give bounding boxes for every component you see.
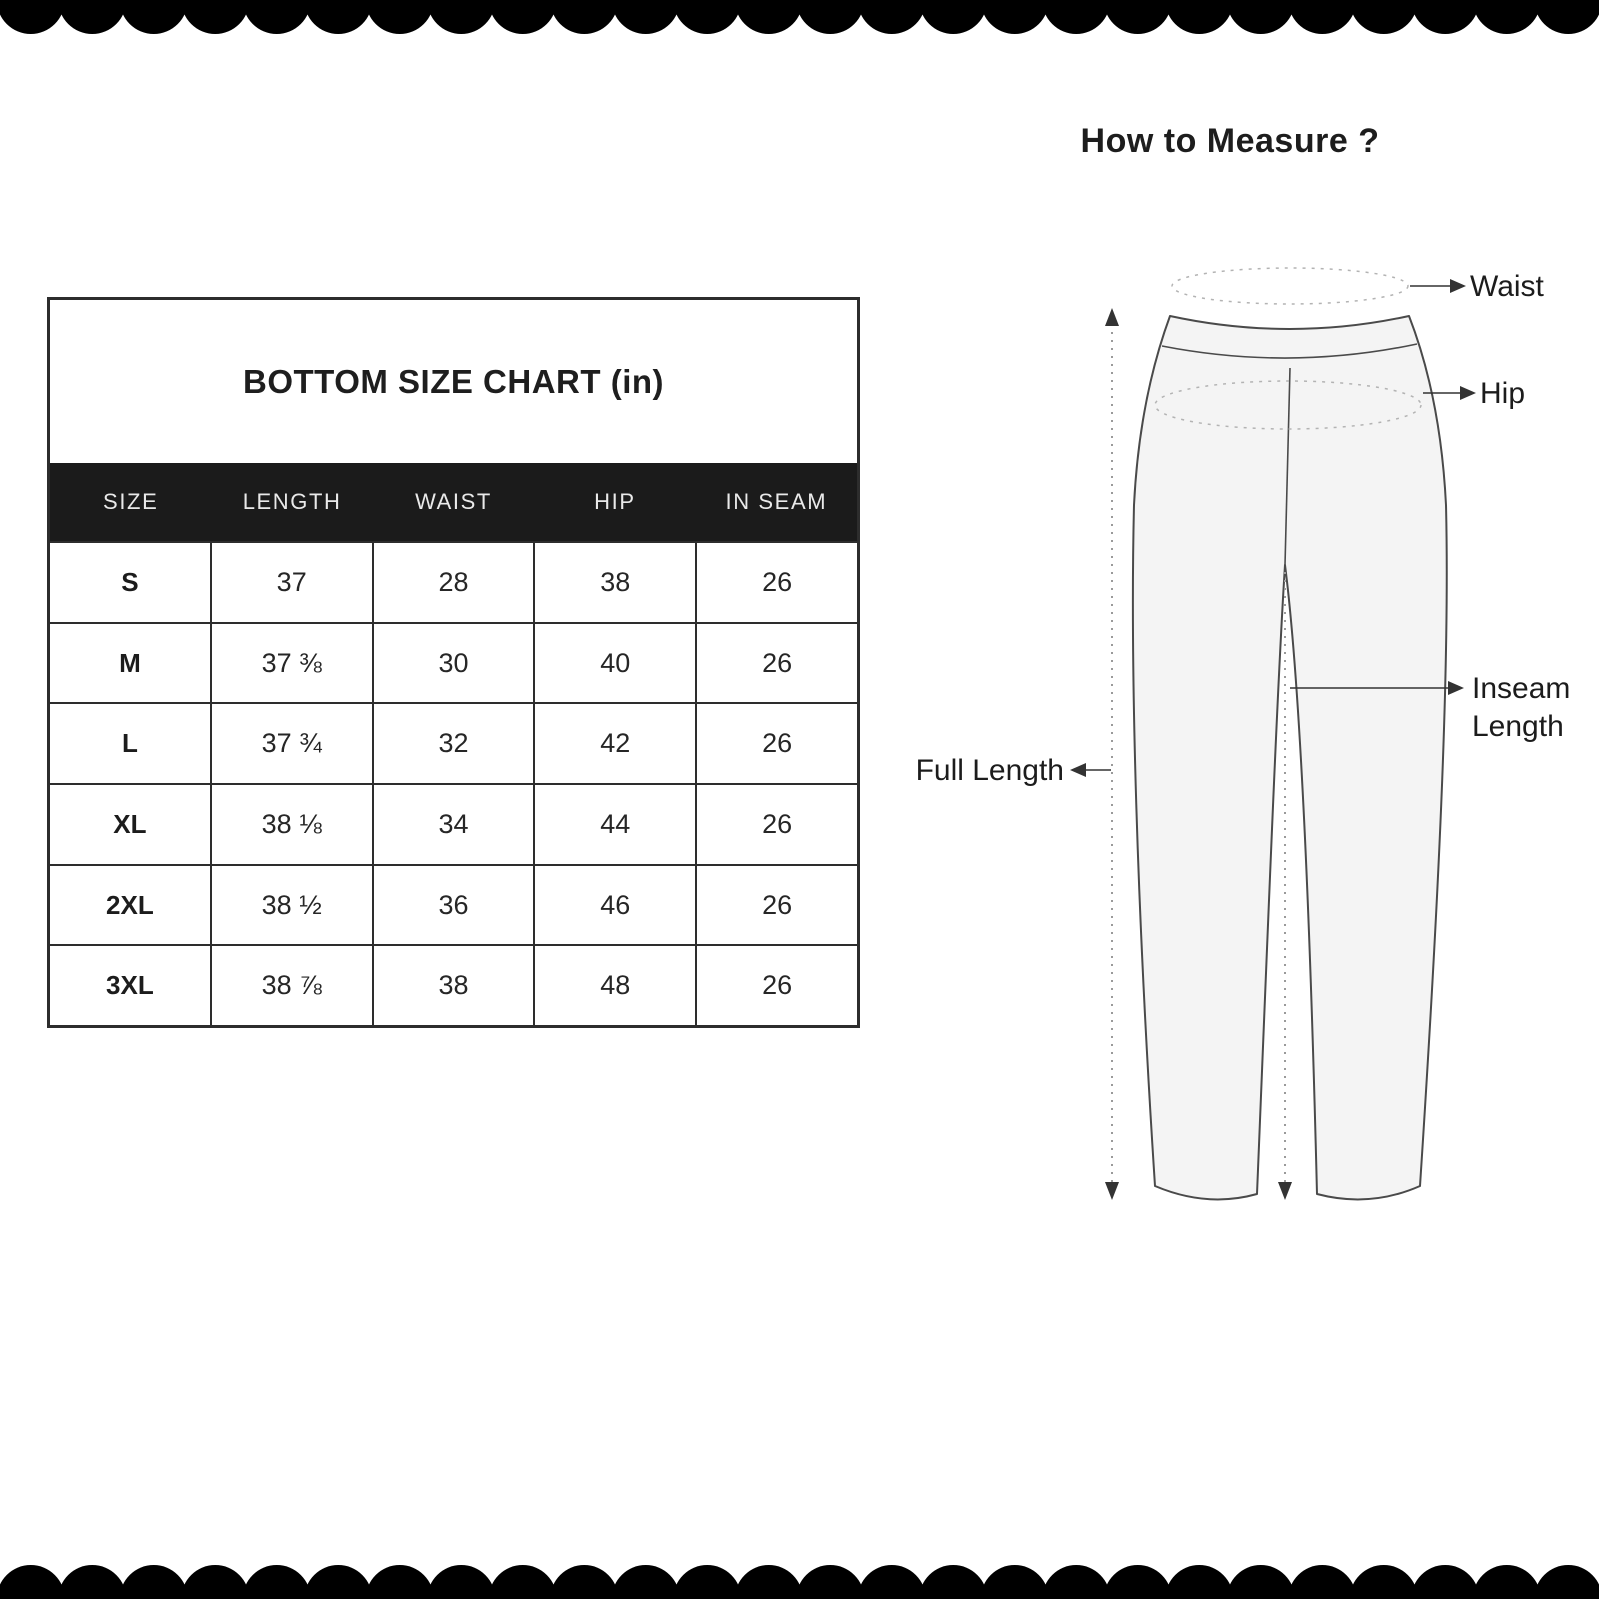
waist-cell: 36 [372,866,534,945]
arrow-right-icon [1450,279,1466,293]
size-cell: 2XL [106,889,154,920]
length-cell: 37 ¾ [210,704,372,783]
column-header-inseam: IN SEAM [725,489,828,514]
length-cell: 38 ⅛ [210,785,372,864]
size-cell: M [119,647,141,678]
table-row [50,541,857,622]
full-length-label: Full Length [915,754,1064,787]
arrow-down-icon [1278,1182,1292,1200]
table-header-row [50,463,857,541]
table-title: BOTTOM SIZE CHART (in) [242,362,665,400]
arrow-down-icon [1105,1182,1119,1200]
column-header-waist: WAIST [415,489,492,514]
table-row [50,702,857,783]
pants-measure-diagram [880,250,1580,1260]
hip-callout [1423,377,1525,410]
waist-cell: 30 [372,624,534,703]
size-cell: L [121,728,138,759]
arrow-up-icon [1105,308,1119,326]
hip-label: Hip [1480,377,1526,410]
waist-cell: 34 [372,785,534,864]
full-length-callout [916,754,1111,787]
hip-cell: 44 [533,785,695,864]
table-row [50,783,857,864]
table-row [50,622,857,703]
arrow-right-icon [1448,681,1464,695]
length-cell: 38 ½ [210,866,372,945]
column-header-length: LENGTH [242,489,342,514]
table-row [50,864,857,945]
size-cell: 3XL [106,970,154,1001]
scalloped-border-bottom [0,1559,1599,1599]
length-cell: 38 ⅞ [210,946,372,1025]
waist-cell: 28 [372,543,534,622]
inseam-cell: 26 [695,704,857,783]
hip-cell: 48 [533,946,695,1025]
length-cell: 37 [210,543,372,622]
inseam-cell: 26 [695,866,857,945]
inseam-cell: 26 [695,624,857,703]
waist-callout [1410,270,1545,303]
size-cell: S [121,566,139,597]
measure-guide-title: How to Measure ? [1080,122,1380,160]
column-header-size: SIZE [103,489,159,514]
size-cell: XL [113,808,147,839]
inseam-cell: 26 [695,543,857,622]
waist-label: Waist [1470,270,1544,303]
full-length-dimension-line [1105,308,1119,1200]
hip-cell: 42 [533,704,695,783]
pants-outline [1133,316,1447,1199]
size-chart-table [47,297,860,1028]
inseam-label-line2: Length [1472,710,1564,743]
waist-ellipse [1172,268,1408,304]
inseam-label-line1: Inseam [1472,672,1571,705]
waist-cell: 38 [372,946,534,1025]
column-header-hip: HIP [594,489,636,514]
hip-cell: 46 [533,866,695,945]
arrow-left-icon [1070,763,1086,777]
inseam-cell: 26 [695,785,857,864]
arrow-right-icon [1460,386,1476,400]
table-row [50,944,857,1025]
length-cell: 37 ⅜ [210,624,372,703]
waist-cell: 32 [372,704,534,783]
hip-cell: 40 [533,624,695,703]
hip-cell: 38 [533,543,695,622]
inseam-cell: 26 [695,946,857,1025]
scalloped-border-top [0,0,1599,40]
